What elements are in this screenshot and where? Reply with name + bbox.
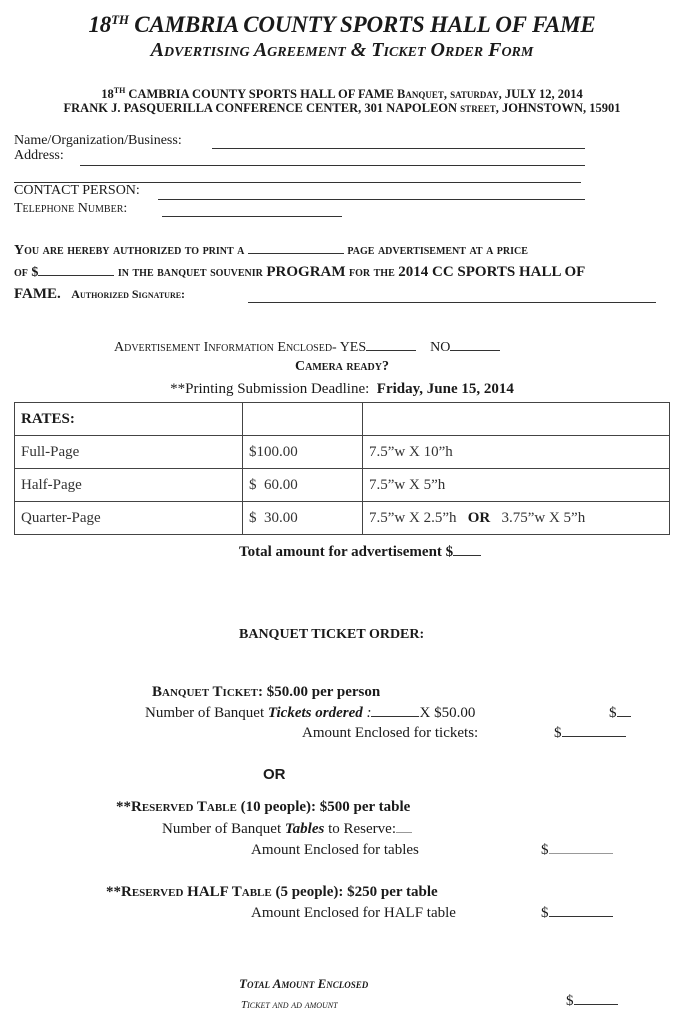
price-input[interactable]: [38, 274, 114, 276]
table-row: [15, 436, 670, 469]
rate-type: Half-Page: [15, 469, 243, 502]
rate-size: 7.5”w X 2.5”h OR 3.75”w X 5”h: [363, 502, 670, 535]
tables-amount-input[interactable]: [549, 852, 613, 854]
or-separator: OR: [263, 766, 286, 783]
table-row: [15, 469, 670, 502]
contact-person-input[interactable]: [158, 199, 585, 200]
half-table-heading: **Reserved HALF Table (5 people): $250 per table: [106, 884, 438, 900]
name-label: Name/Organization/Business:: [14, 133, 182, 148]
rate-type: Quarter-Page: [15, 502, 243, 535]
tables-amount-label: Amount Enclosed for tables: [251, 842, 419, 858]
total-enclosed-label: Total Amount Enclosed: [239, 976, 369, 991]
rates-header: RATES:: [15, 403, 243, 436]
table-header-row: [15, 403, 670, 436]
total-enclosed-sublabel: Ticket and ad amount: [241, 999, 338, 1011]
tickets-subtotal: $: [609, 705, 631, 722]
ad-info-no-input[interactable]: [450, 349, 500, 351]
ad-info-enclosed: Advertisement Information Enclosed- YES NO: [114, 340, 500, 356]
ad-info-yes-input[interactable]: [366, 349, 416, 351]
tables-count-input[interactable]: [396, 831, 412, 833]
rate-size: 7.5”w X 10”h: [363, 436, 670, 469]
half-table-amount-label: Amount Enclosed for HALF table: [251, 905, 456, 921]
address-label: Address:: [14, 148, 64, 163]
rates-table: [14, 402, 670, 535]
tickets-amount-label: Amount Enclosed for tickets:: [302, 725, 479, 741]
camera-ready-label: Camera ready?: [295, 359, 389, 374]
half-table-amount: $: [541, 905, 613, 922]
tickets-number-row: Number of Banquet Tickets ordered : X $50.00: [145, 705, 476, 721]
ad-total-row: Total amount for advertisement $: [239, 544, 481, 561]
form-subtitle: Advertising Agreement & Ticket Order Form: [150, 39, 534, 61]
authorization-line-1: You are hereby authorized to print a page advertisement at a price: [14, 243, 528, 258]
tickets-amount: $: [554, 725, 626, 742]
tickets-subtotal-input[interactable]: [617, 715, 631, 717]
contact-person-label: CONTACT PERSON:: [14, 183, 140, 198]
name-input[interactable]: [212, 148, 585, 149]
rate-type: Full-Page: [15, 436, 243, 469]
rate-price: $ 30.00: [243, 502, 363, 535]
tickets-amount-input[interactable]: [562, 735, 626, 737]
signature-input[interactable]: [248, 302, 656, 303]
rate-price: $100.00: [243, 436, 363, 469]
name-field-row: [14, 133, 182, 149]
half-table-amount-input[interactable]: [549, 915, 613, 917]
rate-size: 7.5”w X 5”h: [363, 469, 670, 502]
deadline-value: Friday, June 15, 2014: [376, 381, 514, 397]
ticket-heading: Banquet Ticket: $50.00 per person: [152, 684, 381, 700]
ticket-order-title: BANQUET TICKET ORDER:: [239, 627, 425, 642]
total-enclosed-amount: $: [566, 993, 618, 1010]
form-title: 18TH CAMBRIA COUNTY SPORTS HALL OF FAME: [88, 12, 596, 37]
venue-line: FRANK J. PASQUERILLA CONFERENCE CENTER, 301 NAPOLEON street, JOHNSTOWN, 15901: [63, 101, 621, 115]
event-line: 18TH CAMBRIA COUNTY SPORTS HALL OF FAME Banquet, saturday, JULY 12, 2014: [101, 86, 583, 101]
authorization-line-2: of $ in the banquet souvenir PROGRAM for the 2014 CC SPORTS HALL OF: [14, 264, 586, 280]
table-row: [15, 502, 670, 535]
address-input[interactable]: [80, 165, 585, 166]
ad-total-input[interactable]: [453, 554, 481, 556]
telephone-label: Telephone Number:: [14, 201, 128, 216]
tables-number-row: Number of Banquet Tables to Reserve:: [162, 821, 412, 838]
tables-amount: $: [541, 842, 613, 859]
reserved-table-heading: **Reserved Table (10 people): $500 per table: [116, 799, 411, 815]
deadline-row: **Printing Submission Deadline: Friday, June 15, 2014: [170, 381, 514, 397]
page-size-input[interactable]: [248, 252, 344, 254]
total-enclosed-input[interactable]: [574, 1003, 618, 1005]
rate-price: $ 60.00: [243, 469, 363, 502]
tickets-count-input[interactable]: [371, 715, 419, 717]
authorization-line-3: FAME. Authorized Signature:: [14, 286, 186, 302]
telephone-input[interactable]: [162, 216, 342, 217]
